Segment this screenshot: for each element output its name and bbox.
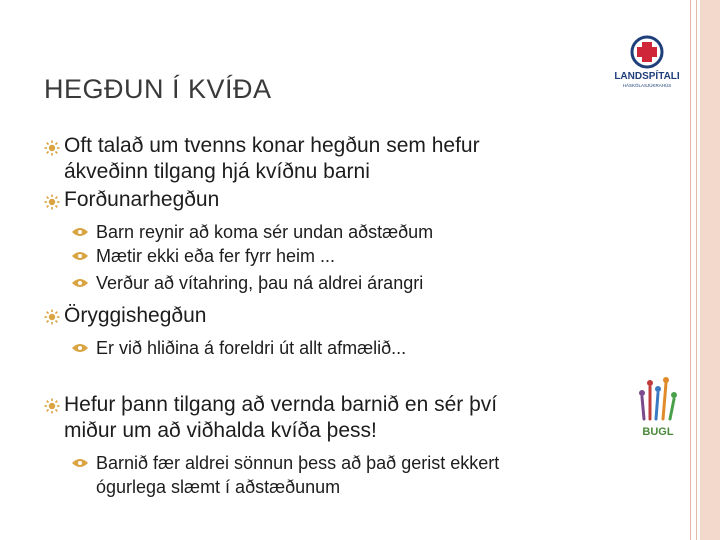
subbullet-text: Er við hliðina á foreldri út allt afmælið... <box>96 338 407 358</box>
bullet-text: Hefur þann tilgang að vernda barnið en sér því miður um að viðhalda kvíða þess! <box>64 393 498 442</box>
landspitali-logo <box>604 34 690 94</box>
eye-icon <box>71 342 89 354</box>
bullet-text: Öryggishegðun <box>64 304 207 327</box>
eye-icon <box>71 457 89 469</box>
bugl-logo-text: BUGL <box>642 426 674 438</box>
subbullet-text: Mætir ekki eða fer fyrr heim ... <box>96 246 336 266</box>
decorative-line <box>690 0 691 540</box>
decorative-stripe <box>700 0 720 540</box>
sun-icon <box>44 398 60 414</box>
eye-icon <box>71 226 89 238</box>
subbullet-text: Barn reynir að koma sér undan aðstæðum <box>96 222 434 242</box>
sun-icon <box>44 309 60 325</box>
slide-title: HEGÐUN Í KVÍÐA <box>44 74 272 104</box>
decorative-line <box>696 0 697 540</box>
sun-icon <box>44 194 60 210</box>
bugl-logo <box>636 377 680 441</box>
eye-icon <box>71 277 89 289</box>
eye-icon <box>71 250 89 262</box>
landspitali-logo-subtext: HÁSKÓLASJÚKRAHÚS <box>622 83 672 88</box>
landspitali-logo-text: LANDSPÍTALI <box>614 71 680 82</box>
bullet-text: Oft talað um tvenns konar hegðun sem hefur ákveðinn tilgang hjá kvíðnu barni <box>64 134 480 183</box>
subbullet-text: Barnið fær aldrei sönnun þess að það gerist ekkert ógurlega slæmt í aðstæðunum <box>96 453 500 497</box>
subbullet-text: Verður að vítahring, þau ná aldrei árangri <box>96 273 424 293</box>
bullet-text: Forðunarhegðun <box>64 188 220 211</box>
sun-icon <box>44 140 60 156</box>
